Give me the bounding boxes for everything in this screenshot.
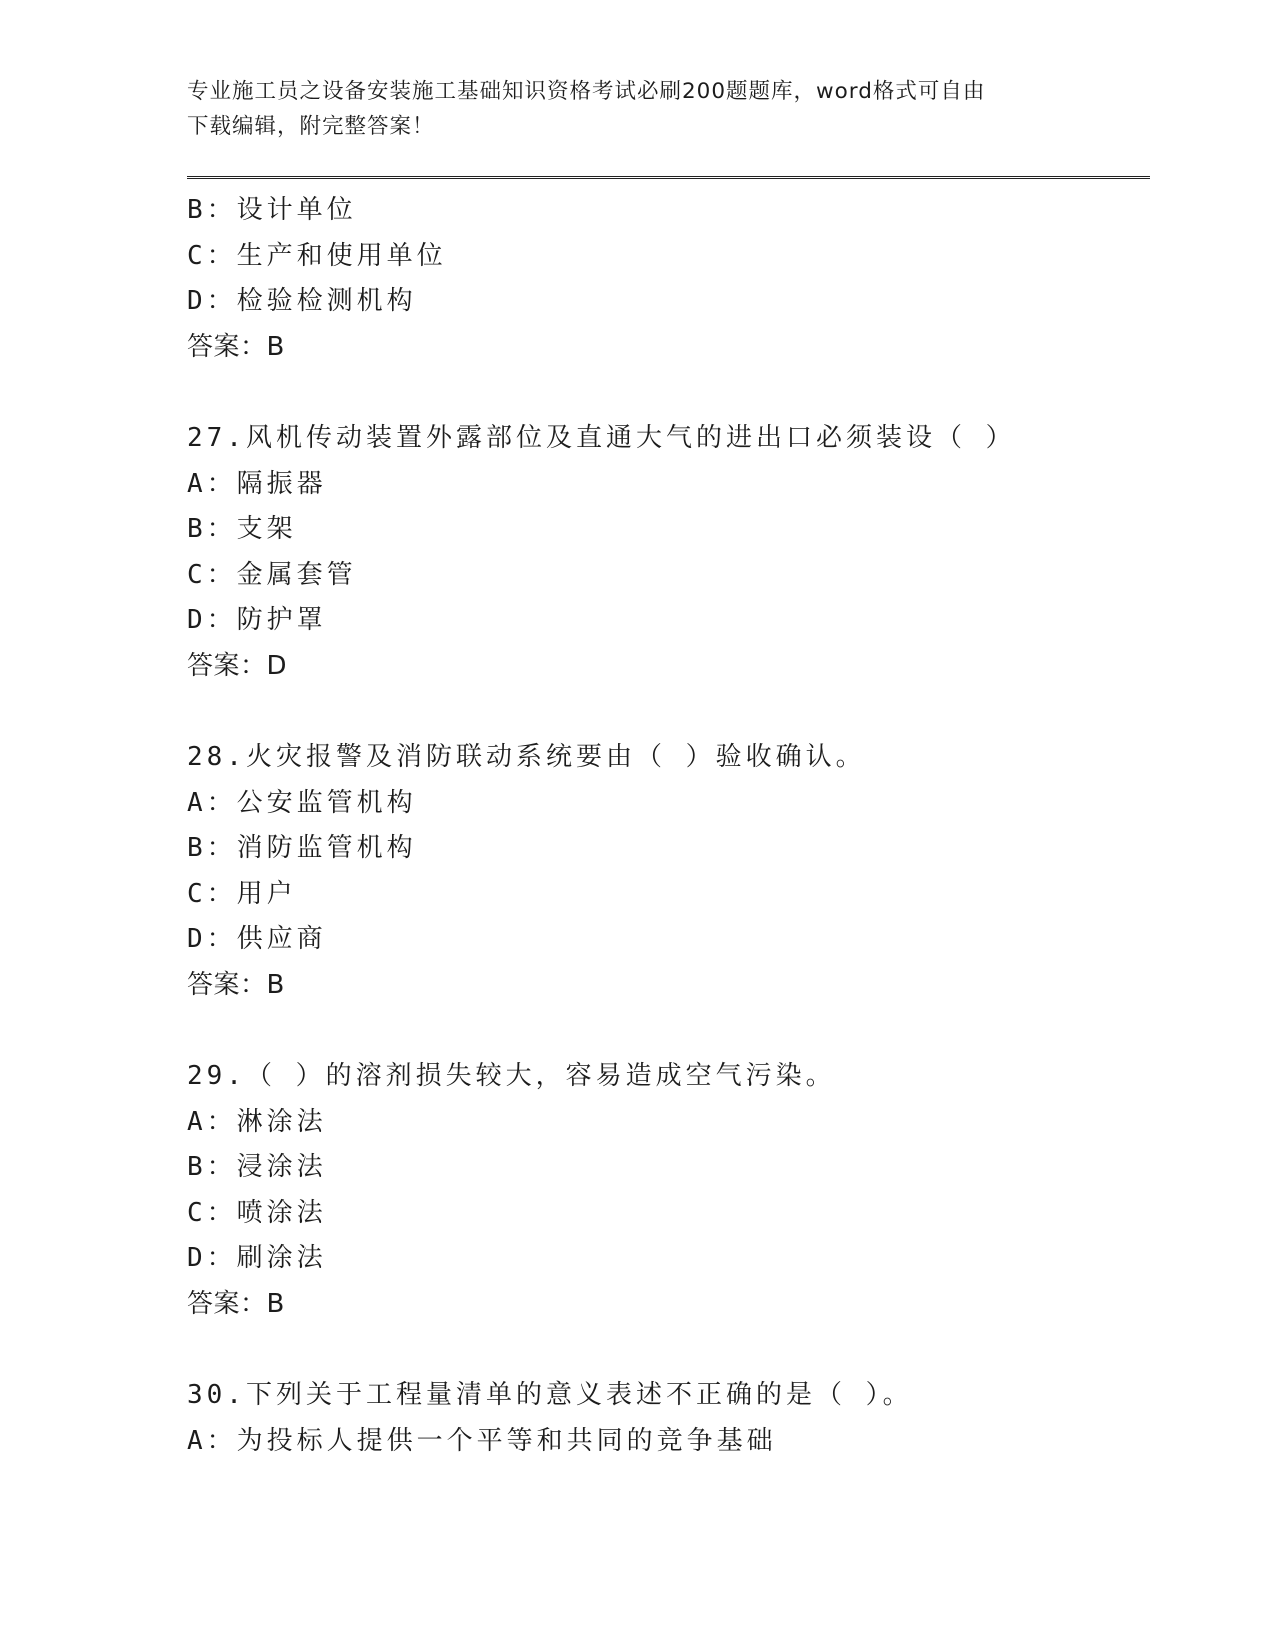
answer-line: 答案：B (187, 969, 285, 1000)
header-line-2: 下载编辑，附完整答案！ (187, 114, 435, 139)
question-28 (187, 735, 1147, 1008)
option-line: B：支架 (187, 514, 297, 544)
question-gap (187, 370, 1147, 416)
option-line: D：防护罩 (187, 605, 327, 635)
question-stem: 27.风机传动装置外露部位及直通大气的进出口必须装设（ ） (187, 423, 1016, 453)
option-line: B：消防监管机构 (187, 833, 417, 863)
option-line: D：供应商 (187, 924, 327, 954)
option-line: B：设计单位 (187, 195, 357, 225)
answer-line: 答案：B (187, 1288, 285, 1319)
option-line: A：淋涂法 (187, 1106, 327, 1137)
option-line: B：浸涂法 (187, 1152, 327, 1182)
option-line: C：喷涂法 (187, 1197, 327, 1228)
document-header (187, 74, 1067, 144)
question-26-continued (187, 188, 1147, 370)
option-line: C：金属套管 (187, 559, 357, 590)
header-line-1: 专业施工员之设备安装施工基础知识资格考试必刷200题题库，word格式可自由 (187, 79, 986, 104)
answer-line: 答案：D (187, 650, 288, 681)
question-list (187, 188, 1147, 1464)
question-gap (187, 1327, 1147, 1373)
option-line: D：检验检测机构 (187, 286, 417, 316)
question-27 (187, 416, 1147, 689)
answer-line: 答案：B (187, 331, 285, 362)
option-line: C：生产和使用单位 (187, 240, 447, 271)
question-29 (187, 1054, 1147, 1327)
question-gap (187, 1008, 1147, 1054)
question-30 (187, 1373, 1147, 1464)
question-stem: 30.下列关于工程量清单的意义表述不正确的是（ ）。 (187, 1380, 913, 1410)
header-divider (187, 176, 1150, 179)
option-line: A：隔振器 (187, 468, 327, 499)
option-line: A：公安监管机构 (187, 787, 417, 818)
question-stem: 29.（ ）的溶剂损失较大，容易造成空气污染。 (187, 1061, 836, 1091)
option-line: A：为投标人提供一个平等和共同的竞争基础 (187, 1425, 777, 1456)
question-gap (187, 689, 1147, 735)
option-line: C：用户 (187, 878, 297, 909)
option-line: D：刷涂法 (187, 1243, 327, 1273)
question-stem: 28.火灾报警及消防联动系统要由（ ）验收确认。 (187, 742, 866, 772)
